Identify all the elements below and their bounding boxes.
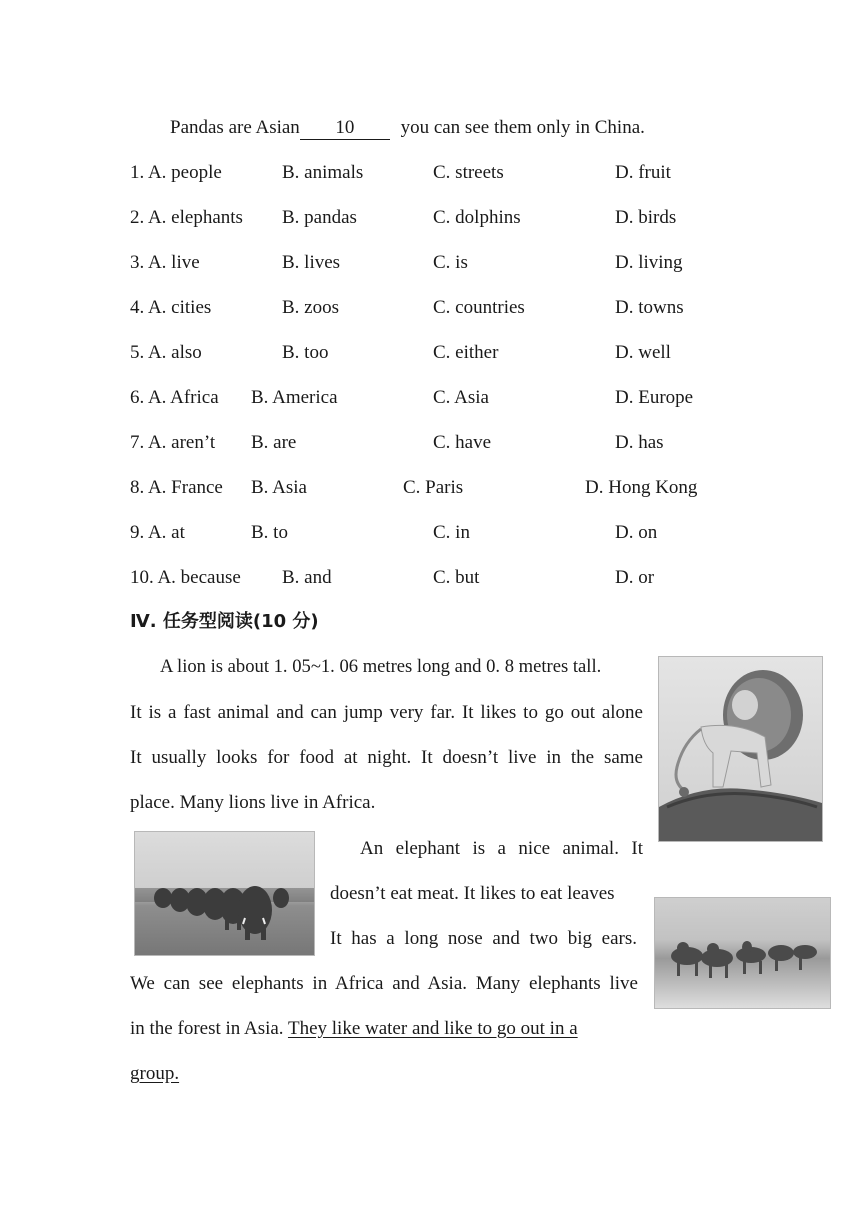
underlined-sentence-part-1: They like water and like to go out in a bbox=[287, 1018, 578, 1039]
question-6-option-a: 6. A. Africa bbox=[130, 387, 219, 408]
question-2-option-b: B. pandas bbox=[282, 207, 357, 228]
question-8-option-a: 8. A. France bbox=[130, 477, 223, 498]
intro-sentence bbox=[170, 118, 645, 140]
intro-after: you can see them only in China. bbox=[395, 117, 645, 138]
lion-illustration bbox=[659, 657, 822, 841]
lion-line-3: It usually looks for food at night. It doesn’t live in the same bbox=[130, 748, 643, 768]
elephant-line-5-plain: in the forest in Asia. bbox=[130, 1018, 288, 1039]
question-2-option-c: C. dolphins bbox=[433, 207, 521, 228]
question-1-option-b: B. animals bbox=[282, 162, 364, 183]
elephant-line-4: We can see elephants in Africa and Asia. Many elephants live bbox=[130, 974, 638, 994]
blank-10-number: 10 bbox=[335, 117, 355, 138]
question-6-option-d: D. Europe bbox=[615, 387, 694, 408]
question-5-option-a: 5. A. also bbox=[130, 342, 202, 363]
question-4-option-c: C. countries bbox=[433, 297, 525, 318]
question-4-option-a: 4. A. cities bbox=[130, 297, 212, 318]
question-10-option-c: C. but bbox=[433, 567, 480, 588]
lion-line-1: A lion is about 1. 05~1. 06 metres long and 0. 8 metres tall. bbox=[160, 656, 602, 677]
question-8-option-d: D. Hong Kong bbox=[585, 477, 698, 498]
underlined-sentence-part-2: group. bbox=[130, 1063, 180, 1084]
question-1-option-a: 1. A. people bbox=[130, 162, 222, 183]
question-7-option-d: D. has bbox=[615, 432, 664, 453]
lion-line-4: place. Many lions live in Africa. bbox=[130, 792, 376, 813]
question-5-option-d: D. well bbox=[615, 342, 671, 363]
camel-herd-illustration bbox=[655, 898, 830, 1008]
lion-image bbox=[658, 656, 823, 842]
question-9-option-b: B. to bbox=[251, 522, 288, 543]
question-6-option-b: B. America bbox=[251, 387, 338, 408]
elephant-line-1: An elephant is a nice animal. It bbox=[360, 839, 643, 859]
question-3-option-a: 3. A. live bbox=[130, 252, 200, 273]
elephant-herd-illustration bbox=[135, 832, 314, 955]
elephant-line-2: doesn’t eat meat. It likes to eat leaves bbox=[330, 883, 615, 904]
elephant-line-3: It has a long nose and two big ears. bbox=[330, 929, 637, 949]
question-4-option-d: D. towns bbox=[615, 297, 684, 318]
question-7-option-b: B. are bbox=[251, 432, 297, 453]
question-3-option-c: C. is bbox=[433, 252, 468, 273]
question-3-option-b: B. lives bbox=[282, 252, 341, 273]
question-8-option-b: B. Asia bbox=[251, 477, 307, 498]
question-8-option-c: C. Paris bbox=[403, 477, 464, 498]
question-1-option-c: C. streets bbox=[433, 162, 504, 183]
blank-10 bbox=[300, 118, 390, 140]
section-4-heading: Ⅳ. 任务型阅读(10 分) bbox=[130, 611, 319, 632]
question-5-option-b: B. too bbox=[282, 342, 329, 363]
question-10-option-b: B. and bbox=[282, 567, 332, 588]
question-3-option-d: D. living bbox=[615, 252, 683, 273]
lion-line-2: It is a fast animal and can jump very far. It likes to go out alone bbox=[130, 703, 643, 723]
question-4-option-b: B. zoos bbox=[282, 297, 339, 318]
question-5-option-c: C. either bbox=[433, 342, 499, 363]
question-9-option-d: D. on bbox=[615, 522, 658, 543]
question-2-option-a: 2. A. elephants bbox=[130, 207, 243, 228]
question-1-option-d: D. fruit bbox=[615, 162, 671, 183]
question-7-option-a: 7. A. aren’t bbox=[130, 432, 216, 453]
question-9-option-c: C. in bbox=[433, 522, 470, 543]
question-6-option-c: C. Asia bbox=[433, 387, 489, 408]
intro-before: Pandas are Asian bbox=[170, 117, 300, 138]
elephant-line-5 bbox=[130, 1019, 638, 1038]
camels-image bbox=[654, 897, 831, 1009]
question-7-option-c: C. have bbox=[433, 432, 492, 453]
question-10-option-d: D. or bbox=[615, 567, 655, 588]
question-10-option-a: 10. A. because bbox=[130, 567, 241, 588]
question-9-option-a: 9. A. at bbox=[130, 522, 185, 543]
elephants-image bbox=[134, 831, 315, 956]
question-2-option-d: D. birds bbox=[615, 207, 677, 228]
